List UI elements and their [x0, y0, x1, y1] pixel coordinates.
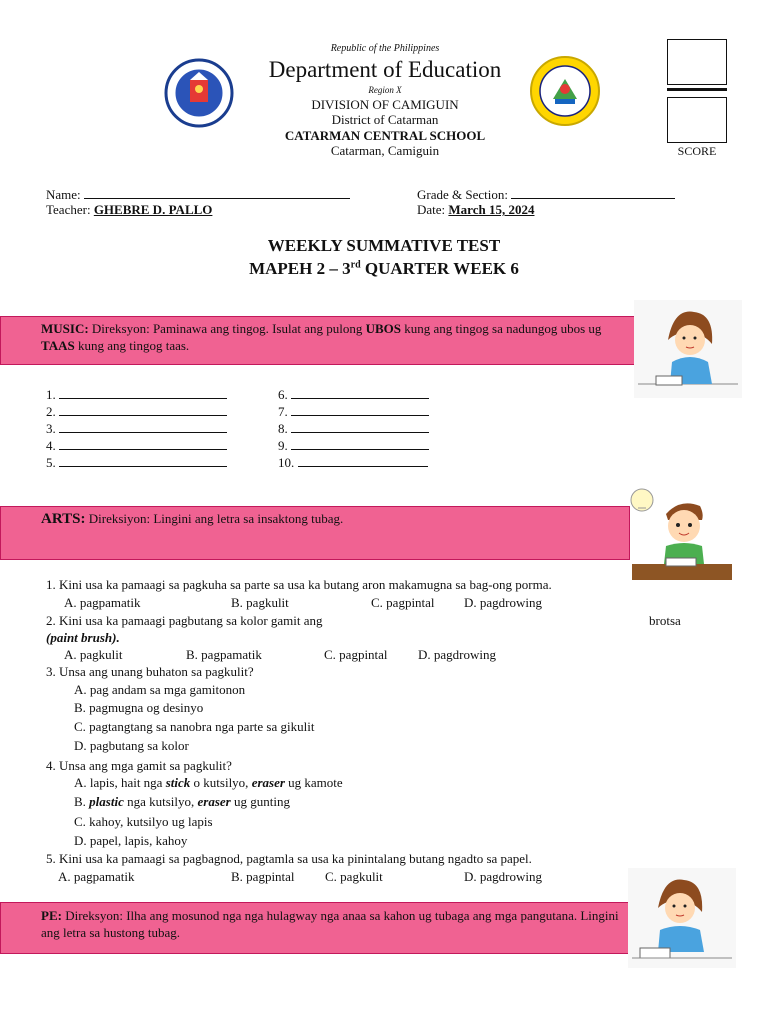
- music-direction-band: [0, 316, 636, 365]
- date-row: [417, 202, 534, 218]
- q4b-text: B.: [74, 794, 90, 809]
- q4a-eraser: eraser: [251, 775, 285, 790]
- music-number: 1.: [46, 387, 56, 402]
- score-box-bottom[interactable]: [667, 97, 727, 143]
- arts-q4-choice-d[interactable]: D. papel, lapis, kahoy: [74, 833, 188, 848]
- music-number: 7.: [278, 404, 288, 419]
- school-name: CATARMAN CENTRAL SCHOOL: [284, 128, 486, 143]
- arts-direction-band: [0, 506, 630, 560]
- republic-label: Republic of the Philippines: [330, 43, 440, 54]
- arts-q1-choice-b[interactable]: B. pagkulit: [231, 595, 289, 610]
- score-box-top: [667, 39, 727, 85]
- music-number: 3.: [46, 421, 56, 436]
- subtitle-sup: rd: [350, 259, 361, 271]
- score-divider: [667, 88, 727, 91]
- music-answers-left: [46, 386, 227, 471]
- arts-q5-choice-d[interactable]: D. pagdrowing: [464, 869, 542, 884]
- music-answer-field[interactable]: [291, 386, 429, 399]
- pe-label: PE:: [41, 908, 62, 923]
- arts-q5-choice-b[interactable]: B. pagpintal: [231, 869, 295, 884]
- music-answer-field[interactable]: [291, 437, 429, 450]
- arts-direction: [1, 507, 629, 528]
- arts-q5-choice-a[interactable]: A. pagpamatik: [58, 869, 135, 884]
- arts-label: ARTS:: [41, 511, 86, 527]
- grade-row: [417, 186, 675, 203]
- teacher-value: GHEBRE D. PALLO: [93, 202, 213, 217]
- music-number: 8.: [278, 421, 288, 436]
- q4a-text: ug kamote: [284, 775, 343, 790]
- arts-question-2-tail: brotsa: [649, 613, 681, 628]
- music-text-2: kung ang tingog sa nadungog ubos ug: [401, 321, 602, 336]
- arts-q2-choice-b[interactable]: B. pagpamatik: [186, 647, 262, 662]
- q4b-text: ug gunting: [230, 794, 290, 809]
- school-seal: [529, 55, 601, 127]
- subtitle-post: QUARTER WEEK 6: [360, 259, 519, 278]
- music-answer-1: [46, 386, 227, 403]
- arts-q2-choice-a[interactable]: A. pagkulit: [64, 647, 123, 662]
- test-subtitle: [184, 259, 584, 279]
- q4a-text: o kutsilyo,: [190, 775, 252, 790]
- name-field[interactable]: [84, 186, 350, 199]
- music-answer-9: [278, 437, 429, 454]
- music-ubos: UBOS: [365, 321, 402, 336]
- district-label: District of Catarman: [331, 112, 439, 127]
- music-answer-field[interactable]: [291, 403, 429, 416]
- arts-q1-choice-d[interactable]: D. pagdrowing: [464, 595, 542, 610]
- name-label: Name:: [46, 187, 81, 202]
- school-location: Catarman, Camiguin: [330, 143, 440, 158]
- pe-direction: [1, 903, 629, 941]
- score-label: SCORE: [677, 144, 717, 158]
- arts-q1-choice-a[interactable]: A. pagpamatik: [64, 595, 141, 610]
- q4b-text: nga kutsilyo,: [123, 794, 198, 809]
- arts-q1-choice-c[interactable]: C. pagpintal: [371, 595, 435, 610]
- arts-q4-choice-b[interactable]: [74, 793, 290, 811]
- music-answer-8: [278, 420, 429, 437]
- grade-label: Grade & Section:: [417, 187, 508, 202]
- arts-question-4: 4. Unsa ang mga gamit sa pagkulit?: [46, 758, 232, 773]
- pe-direction-text: Direksyon: Ilha ang mosunod nga nga hulagway nga anaa sa kahon ug tubaga ang mga pangutana. Lingini ang letra sa hustong tubag.: [41, 908, 619, 940]
- department-title: Department of Education: [268, 57, 502, 82]
- division-label: DIVISION OF CAMIGUIN: [311, 97, 459, 112]
- q4a-stick: stick: [165, 775, 191, 790]
- name-row: [46, 186, 350, 203]
- music-answer-field[interactable]: [59, 454, 227, 467]
- arts-q2-choice-c[interactable]: C. pagpintal: [324, 647, 388, 662]
- deped-seal: [164, 58, 234, 128]
- music-number: 9.: [278, 438, 288, 453]
- region-label: Region X: [368, 85, 402, 95]
- music-number: 5.: [46, 455, 56, 470]
- music-answer-2: [46, 403, 227, 420]
- music-number: 4.: [46, 438, 56, 453]
- date-value: March 15, 2024: [448, 202, 535, 217]
- arts-q3-choice-b[interactable]: B. pagmugna og desinyo: [74, 700, 204, 715]
- arts-q3-choice-a[interactable]: A. pag andam sa mga gamitonon: [74, 682, 246, 697]
- music-answer-10: [278, 454, 429, 471]
- arts-q5-choice-c[interactable]: C. pagkulit: [325, 869, 383, 884]
- boy-idea-icon: [626, 484, 734, 584]
- arts-q4-choice-c[interactable]: C. kahoy, kutsilyo ug lapis: [74, 814, 213, 829]
- music-answer-5: [46, 454, 227, 471]
- test-title: WEEKLY SUMMATIVE TEST: [267, 236, 501, 255]
- music-answer-field[interactable]: [59, 386, 227, 399]
- music-answers-right: [278, 386, 429, 471]
- girl-writing-icon: [628, 868, 736, 968]
- music-answer-field[interactable]: [59, 420, 227, 433]
- arts-question-1: 1. Kini usa ka pamaagi sa pagkuha sa parte sa usa ka butang aron makamugna sa bag-ong porma.: [46, 577, 552, 592]
- music-number: 10.: [278, 455, 295, 470]
- date-label: Date:: [417, 202, 446, 217]
- arts-question-2-italic: (paint brush).: [46, 630, 120, 645]
- q4a-text: A. lapis, hait nga: [74, 775, 166, 790]
- teacher-label: Teacher:: [46, 202, 91, 217]
- arts-q4-choice-a[interactable]: [74, 774, 343, 792]
- arts-q3-choice-d[interactable]: D. pagbutang sa kolor: [74, 738, 189, 753]
- music-answer-field[interactable]: [59, 403, 227, 416]
- music-number: 6.: [278, 387, 288, 402]
- music-text-1: Direksyon: Paminawa ang tingog. Isulat ang pulong: [88, 321, 366, 336]
- music-text-3: kung ang tingog taas.: [74, 338, 190, 353]
- music-answer-4: [46, 437, 227, 454]
- music-label: MUSIC:: [41, 321, 89, 336]
- music-answer-3: [46, 420, 227, 437]
- music-answer-field[interactable]: [59, 437, 227, 450]
- grade-field[interactable]: [511, 186, 675, 199]
- music-direction: [1, 317, 635, 354]
- arts-q2-choice-d[interactable]: D. pagdrowing: [418, 647, 496, 662]
- arts-direction-text: Direksiyon: Lingini ang letra sa insaktong tubag.: [85, 511, 344, 526]
- music-answer-7: [278, 403, 429, 420]
- music-answer-field[interactable]: [291, 420, 429, 433]
- q4b-eraser: eraser: [197, 794, 231, 809]
- q4b-plastic: plastic: [89, 794, 124, 809]
- arts-question-5: 5. Kini usa ka pamaagi sa pagbagnod, pagtamla sa usa ka pinintalang butang ngadto sa papel.: [46, 851, 532, 866]
- music-number: 2.: [46, 404, 56, 419]
- girl-thinking-icon: [634, 300, 742, 398]
- teacher-row: [46, 202, 212, 218]
- arts-question-2: 2. Kini usa ka pamaagi pagbutang sa kolor gamit ang: [46, 613, 323, 628]
- subtitle-main: MAPEH 2 – 3: [249, 259, 351, 278]
- pe-direction-band: [0, 902, 630, 954]
- music-answer-field[interactable]: [298, 454, 428, 467]
- arts-q3-choice-c[interactable]: C. pagtangtang sa nanobra nga parte sa gikulit: [74, 719, 315, 734]
- music-taas: TAAS: [41, 338, 75, 353]
- music-answer-6: [278, 386, 429, 403]
- arts-question-3: 3. Unsa ang unang buhaton sa pagkulit?: [46, 664, 254, 679]
